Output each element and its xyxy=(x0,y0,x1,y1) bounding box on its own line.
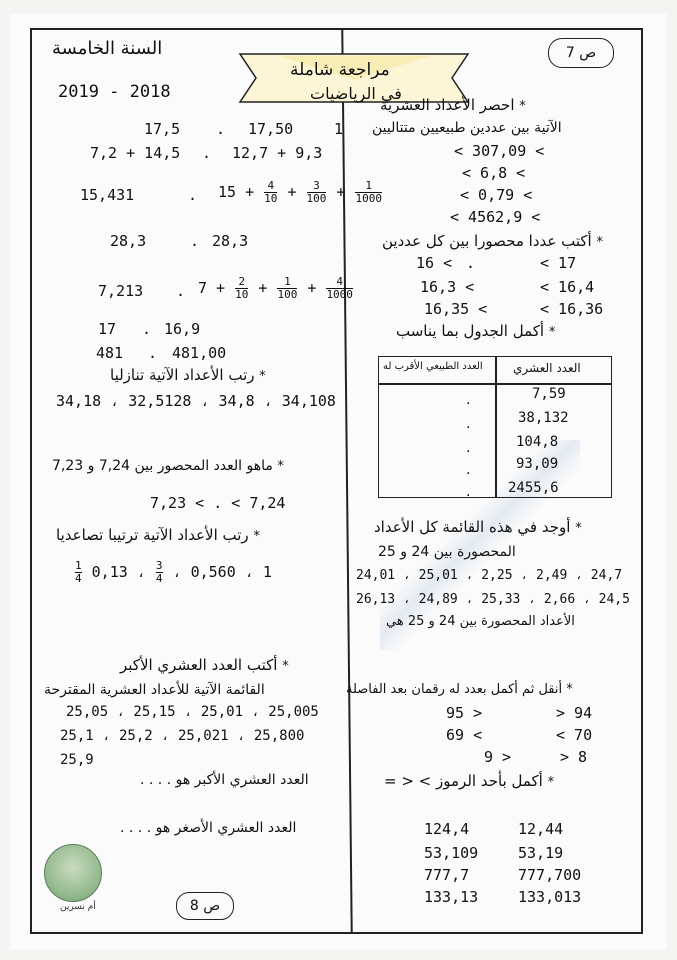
r-ex5-title xyxy=(346,682,573,697)
r-ex5-b-1: > 94 xyxy=(556,704,593,722)
l-ex1-b-6: 16,9 xyxy=(164,320,201,338)
l-ex5-title-text: أكتب العدد العشري الأكبر xyxy=(120,656,278,674)
l-ex5-title xyxy=(120,656,289,674)
r-ex1-item-2: < 6,8 < xyxy=(462,164,526,182)
r-ex1-item-3: < 0,79 < xyxy=(460,186,533,204)
l-ex5-row1: 25,05 ، 25,15 ، 25,01 ، 25,005 xyxy=(66,704,319,720)
fraction-denominator: 10 xyxy=(264,192,278,205)
l-ex1-b-3-prefix: 15 + xyxy=(218,183,255,201)
table-cell-decimal-1: 7,59 xyxy=(532,386,566,402)
star-icon: * xyxy=(566,682,573,697)
r-ex2-b-1: < 17 xyxy=(540,254,577,272)
l-ex5-sub: القائمة الآتية للأعداد العشرية المقترحة xyxy=(44,682,265,698)
fraction-3-100 xyxy=(307,180,327,205)
fraction-denominator: 100 xyxy=(306,192,327,205)
star-icon: * xyxy=(547,775,555,790)
fraction-numerator: 2 xyxy=(238,275,246,288)
r-ex2-dot-1: . xyxy=(466,254,476,272)
r-ex1-title xyxy=(380,96,526,114)
l-ex1-number: 1 xyxy=(334,120,344,138)
l-ex1-dot-5: . xyxy=(176,282,186,300)
star-icon: * xyxy=(277,459,284,474)
r-ex6-b-1: 12,44 xyxy=(518,820,564,838)
l-ex1-b-1: 17,50 xyxy=(248,120,294,138)
l-ex3-row: 7,23 < . < 7,24 xyxy=(150,494,286,512)
nearest-number-table xyxy=(378,356,612,498)
page-number: ص 8 xyxy=(176,892,234,920)
table-header-decimal: العدد العشري xyxy=(513,361,581,375)
l-ex1-a-7: 481 xyxy=(96,344,124,362)
r-ex5-b-3: > 8 xyxy=(560,748,588,766)
school-year: 2019 - 2018 xyxy=(58,82,171,102)
table-cell-decimal-2: 38,132 xyxy=(518,410,569,426)
l-ex5-row2: 25,1 ، 25,2 ، 25,021 ، 25,800 xyxy=(60,728,305,744)
l-ex1-dot-4: . xyxy=(190,232,200,250)
l-ex1-a-3: 15,431 xyxy=(80,186,135,204)
r-ex3-title xyxy=(396,322,555,340)
table-cell-natural-3: . xyxy=(466,440,471,456)
r-ex4-row1: 24,01 ، 25,01 ، 2,25 ، 2,49 ، 24,7 xyxy=(356,568,623,583)
l-ex1-b-2: 12,7 + 9,3 xyxy=(232,144,323,162)
l-ex1-a-4: 28,3 xyxy=(110,232,147,250)
r-ex4-line2: المحصورة بين 24 و 25 xyxy=(378,544,516,560)
fraction-denominator: 1000 xyxy=(355,192,382,205)
plus-sign: + xyxy=(307,279,317,297)
table-header-line xyxy=(379,383,611,385)
l-ex3-title xyxy=(52,458,284,474)
r-ex1-sub: الآتية بين عددين طبيعيين متتاليين xyxy=(372,120,562,136)
table-cell-natural-4: . xyxy=(466,462,471,478)
table-cell-natural-5: . xyxy=(466,484,471,500)
table-cell-decimal-5: 2455,6 xyxy=(508,480,559,496)
r-ex4-answer: الأعداد المحصورة بين 24 و 25 هي xyxy=(386,614,575,629)
l-ex4-part-2: ، 0,560 ، 1 xyxy=(172,563,272,581)
l-ex1-dot-6: . xyxy=(142,320,152,338)
table-cell-natural-2: . xyxy=(466,416,471,432)
fraction-denominator: 1000 xyxy=(326,288,353,301)
l-ex1-a-6: 17 xyxy=(98,320,117,338)
l-ex3-title-text: ماهو العدد المحصور بين 7,24 و 7,23 xyxy=(52,458,273,474)
r-ex2-b-3: < 16,36 xyxy=(540,300,604,318)
l-ex4-part-1: 0,13 ، xyxy=(91,563,146,581)
r-ex2-title-text: أكتب عددا محصورا بين كل عددين xyxy=(382,232,592,250)
table-column-divider xyxy=(495,357,497,497)
r-ex2-a-2: 16,3 < xyxy=(420,278,475,296)
r-ex1-item-1: < 307,09 < xyxy=(454,142,545,160)
fraction-denominator: 100 xyxy=(277,288,298,301)
r-ex1-item-4: < 4562,9 < xyxy=(450,208,541,226)
fraction-denominator: 10 xyxy=(235,288,249,301)
fraction-numerator: 1 xyxy=(75,559,82,572)
author-stamp-logo xyxy=(44,844,102,902)
l-ex1-b-5 xyxy=(198,276,354,301)
star-icon: * xyxy=(282,659,289,674)
fraction-numerator: 1 xyxy=(365,179,373,192)
r-ex4-line1 xyxy=(374,518,582,536)
l-ex1-a-1: 17,5 xyxy=(144,120,181,138)
table-cell-decimal-3: 104,8 xyxy=(516,434,559,450)
fraction-1-4 xyxy=(75,560,82,585)
r-ex5-a-3: 9 > xyxy=(484,748,512,766)
star-icon: * xyxy=(253,529,260,544)
r-ex1-title-text: احصر الأعداد العشرية xyxy=(380,96,515,114)
l-ex5-row3: 25,9 xyxy=(60,752,94,768)
l-ex2-title-text: رتب الأعداد الآتية تنازليا xyxy=(110,366,255,384)
fraction-4-10 xyxy=(264,180,277,205)
r-ex2-a-1: 16 < xyxy=(416,254,453,272)
l-ex5-largest: العدد العشري الأكبر هو . . . . xyxy=(140,772,309,788)
r-ex6-title xyxy=(384,772,554,790)
l-ex5-smallest: العدد العشري الأصغر هو . . . . xyxy=(120,820,297,836)
r-ex3-title-text: أكمل الجدول بما يناسب xyxy=(396,322,545,340)
star-icon: * xyxy=(259,369,266,384)
r-ex6-b-3: 777,700 xyxy=(518,866,582,884)
fraction-numerator: 4 xyxy=(267,179,275,192)
l-ex4-title xyxy=(56,526,260,544)
table-header-natural: العدد الطبيعي الأقرب له xyxy=(383,361,483,372)
star-icon: * xyxy=(596,235,603,250)
r-ex5-a-2: 69 < xyxy=(446,726,483,744)
l-ex1-dot-7: . xyxy=(148,344,158,362)
l-ex1-b-7: 481,00 xyxy=(172,344,227,362)
fraction-numerator: 4 xyxy=(336,275,343,288)
r-ex6-a-3: 777,7 xyxy=(424,866,470,884)
page-badge: ص 7 xyxy=(548,38,614,68)
l-ex1-dot-3: . xyxy=(188,186,198,204)
r-ex2-title xyxy=(382,232,603,250)
l-ex1-dot-1: . xyxy=(216,120,226,138)
r-ex5-title-text: أنقل ثم أكمل بعدد له رقمان بعد الفاصلة xyxy=(346,682,563,697)
fraction-3-4 xyxy=(156,560,163,585)
fraction-2-10 xyxy=(235,276,248,301)
plus-sign: + xyxy=(287,183,297,201)
fraction-denominator: 4 xyxy=(75,572,82,585)
l-ex1-b-4: 28,3 xyxy=(212,232,249,250)
l-ex4-title-text: رتب الأعداد الآتية ترتيبا تصاعديا xyxy=(56,526,249,544)
r-ex6-a-1: 124,4 xyxy=(424,820,470,838)
l-ex1-a-5: 7,213 xyxy=(98,282,144,300)
title-line1: مراجعة شاملة xyxy=(290,60,390,80)
plus-sign: + xyxy=(258,279,268,297)
r-ex6-a-4: 133,13 xyxy=(424,888,479,906)
l-ex4-row xyxy=(74,560,272,585)
table-cell-natural-1: . xyxy=(466,392,471,408)
r-ex4-row2: 26,13 ، 24,89 ، 25,33 ، 2,66 ، 24,5 xyxy=(356,592,630,607)
l-ex1-b-5-prefix: 7 + xyxy=(198,279,226,297)
l-ex1-b-3 xyxy=(218,180,383,205)
r-ex6-title-text: أكمل بأحد الرموز > < = xyxy=(384,772,543,790)
fraction-numerator: 3 xyxy=(313,179,320,192)
r-ex6-a-2: 53,109 xyxy=(424,844,479,862)
star-icon: * xyxy=(575,521,582,536)
star-icon: * xyxy=(519,99,526,114)
fraction-numerator: 3 xyxy=(155,559,163,572)
l-ex1-dot-2: . xyxy=(202,144,212,162)
l-ex1-a-2: 7,2 + 14,5 xyxy=(90,144,181,162)
r-ex5-b-2: < 70 xyxy=(556,726,593,744)
star-icon: * xyxy=(548,325,556,340)
table-cell-decimal-4: 93,09 xyxy=(516,456,559,472)
author-stamp-label: أم نسرين xyxy=(60,902,96,912)
r-ex2-a-3: 16,35 < xyxy=(424,300,488,318)
plus-sign: + xyxy=(336,183,346,201)
fraction-4-1000 xyxy=(326,276,353,301)
fraction-1-1000 xyxy=(355,180,382,205)
title-line2: في الرياضيات xyxy=(310,84,402,103)
fraction-1-100 xyxy=(277,276,297,301)
fraction-denominator: 4 xyxy=(155,572,163,585)
r-ex4-line1-text: أوجد في هذه القائمة كل الأعداد xyxy=(374,518,571,536)
r-ex5-a-1: 95 > xyxy=(446,704,483,722)
l-ex2-row: 34,18 ، 32,5128 ، 34,8 ، 34,108 xyxy=(56,392,336,410)
l-ex2-title xyxy=(110,366,266,384)
fraction-numerator: 1 xyxy=(284,275,291,288)
r-ex6-b-2: 53,19 xyxy=(518,844,564,862)
r-ex6-b-4: 133,013 xyxy=(518,888,582,906)
grade-label: السنة الخامسة xyxy=(52,38,163,59)
r-ex2-b-2: < 16,4 xyxy=(540,278,595,296)
